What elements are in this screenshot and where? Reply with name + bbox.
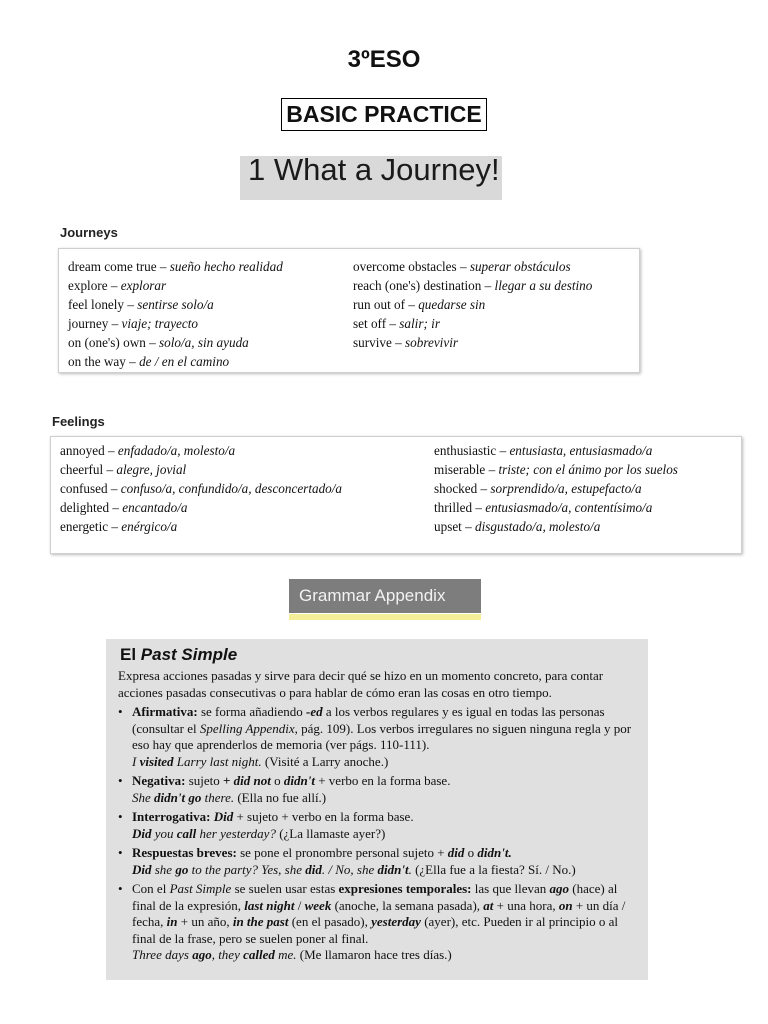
feelings-vocab-box (50, 436, 742, 554)
vocab-entry (60, 460, 342, 479)
rule-text: se suelen usar estas (231, 881, 339, 896)
rule-keyword: last night (244, 897, 295, 913)
vocab-separator: – (461, 519, 476, 534)
vocab-separator: – (386, 316, 400, 331)
example-text: She (132, 789, 155, 805)
grammar-appendix-tag: Grammar Appendix (289, 579, 481, 613)
example-keyword: go (175, 861, 189, 877)
journeys-column-right (353, 257, 592, 352)
rule-keyword: did (447, 845, 465, 860)
vocab-entry (68, 352, 283, 371)
bullet: • (118, 773, 123, 788)
grammar-box (106, 639, 648, 980)
vocab-entry (68, 257, 283, 276)
grammar-intro: Expresa acciones pasadas y sirve para decir qué se hizo en un momento concreto, para contar acciones pasadas consecutivas o para hablar de cómo eran las cosas en otro tiempo. (118, 668, 604, 700)
journeys-vocab-box (58, 248, 640, 373)
rule-keyword: on (558, 897, 573, 913)
vocab-term: on the way (68, 354, 126, 369)
rule-label: Respuestas breves: (132, 845, 237, 860)
example-text: you (151, 825, 177, 841)
example-keyword: ago (192, 947, 212, 962)
vocab-separator: – (485, 462, 499, 477)
vocab-term: overcome obstacles (353, 259, 457, 274)
example-text: to the party? Yes, she (188, 861, 306, 877)
vocab-entry (60, 441, 342, 460)
vocab-translation: sorprendido/a, estupefacto/a (490, 481, 642, 496)
rule-text: (hace) al final de la expresión, (132, 881, 618, 913)
example-keyword: didn't (377, 861, 409, 877)
vocab-entry (353, 314, 592, 333)
rule-text: , pág. 109). Los verbos irregulares no siguen ninguna regla y por eso hay que aprenderlos de memoria (ver págs. 110-111). (132, 720, 632, 752)
example-translation: (¿La llamaste ayer?) (275, 825, 386, 841)
vocab-separator: – (108, 519, 122, 534)
vocab-term: set off (353, 316, 387, 331)
rule-keyword: -ed (306, 704, 323, 719)
vocab-entry (434, 479, 678, 498)
vocab-translation: sueño hecho realidad (169, 259, 283, 274)
rule-text: se forma añadiendo (197, 704, 306, 719)
example-keyword: did (305, 861, 322, 877)
vocab-term: shocked (434, 481, 478, 496)
vocab-entry (434, 517, 678, 536)
vocab-translation: salir; ir (399, 316, 440, 331)
vocab-entry (68, 295, 283, 314)
example-text: . / No, she (321, 861, 378, 877)
example-text: Larry last night. (173, 753, 262, 769)
vocab-entry (434, 498, 678, 517)
rule-text: Con el (132, 881, 170, 896)
vocab-translation: enfadado/a, molesto/a (117, 443, 236, 458)
vocab-entry (353, 333, 592, 352)
rule-keyword: Did (213, 809, 234, 824)
rule-keyword: didn't (283, 773, 315, 788)
vocab-separator: – (472, 500, 486, 515)
example-translation: (Visité a Larry anoche.) (261, 753, 389, 769)
rule-text: + verbo en la forma base. (314, 773, 451, 788)
vocab-translation: triste; con el ánimo por los suelos (498, 462, 678, 477)
vocab-translation: sentirse solo/a (137, 297, 214, 312)
feelings-column-right (434, 441, 678, 536)
rule-text: a los verbos regulares y es igual en todas las personas (consultar el (132, 704, 605, 736)
rule-text: o (464, 845, 478, 860)
vocab-term: thrilled (434, 500, 473, 515)
page-title: BASIC PRACTICE (281, 98, 487, 131)
vocab-entry (68, 276, 283, 295)
rule-keyword: in (166, 914, 178, 929)
rule-keyword: week (304, 897, 332, 913)
time-expressions-rule (118, 881, 642, 964)
vocab-translation: superar obstáculos (469, 259, 571, 274)
vocab-separator: – (405, 297, 419, 312)
example-text: she (151, 861, 176, 877)
rule-text: o (270, 773, 284, 788)
rule-text: + sujeto + verbo en la forma base. (233, 809, 414, 824)
example-translation: (¿Ella fue a la fiesta? Sí. / No.) (411, 861, 576, 877)
vocab-entry (68, 333, 283, 352)
vocab-separator: – (496, 443, 510, 458)
vocab-entry (353, 295, 592, 314)
unit-title: 1 What a Journey! (248, 152, 500, 187)
journeys-heading: Journeys (60, 225, 118, 240)
example-keyword: visited (139, 753, 174, 769)
example-keyword: Did (132, 825, 152, 841)
rule-text: sujeto (185, 773, 223, 788)
vocab-term: cheerful (60, 462, 104, 477)
rule-text: las que llevan (471, 881, 550, 896)
example-text: her yesterday? (196, 825, 276, 841)
vocab-term: miserable (434, 462, 486, 477)
vocab-entry (434, 441, 678, 460)
vocab-entry (353, 257, 592, 276)
example-text: I (132, 753, 140, 769)
rule-text: / (294, 897, 305, 913)
vocab-term: upset (434, 519, 462, 534)
rule-keyword: ago (549, 881, 569, 896)
rule-text: + una hora, (493, 897, 559, 913)
vocab-term: reach (one's) destination (353, 278, 482, 293)
rule-keyword: + (223, 773, 234, 788)
example-keyword: didn't go (154, 789, 202, 805)
rule-label: expresiones temporales: (338, 881, 472, 896)
course-level: 3ºESO (347, 46, 421, 73)
vocab-translation: quedarse sin (418, 297, 486, 312)
short-answers-rule (118, 845, 642, 878)
vocab-separator: – (107, 278, 121, 293)
vocab-separator: – (108, 316, 122, 331)
bullet: • (118, 704, 123, 719)
rule-keyword: did not (233, 773, 271, 788)
example-keyword: Did (132, 861, 152, 877)
vocab-translation: disgustado/a, molesto/a (475, 519, 601, 534)
rule-keyword: at (483, 897, 494, 913)
vocab-translation: viaje; trayecto (121, 316, 199, 331)
rule-label: Negativa: (132, 773, 186, 788)
vocab-entry (434, 460, 678, 479)
vocab-separator: – (104, 443, 118, 458)
example-text: , they (211, 947, 244, 962)
rule-text: (anoche, la semana pasada), (331, 897, 484, 913)
vocab-term: annoyed (60, 443, 105, 458)
grammar-title (120, 645, 237, 665)
vocab-entry (353, 276, 592, 295)
vocab-translation: sobrevivir (405, 335, 458, 350)
vocab-term: energetic (60, 519, 109, 534)
grammar-title-prefix: El (120, 645, 141, 664)
vocab-separator: – (124, 297, 138, 312)
vocab-translation: alegre, jovial (116, 462, 187, 477)
vocab-term: survive (353, 335, 392, 350)
example-text: Three days (132, 947, 193, 962)
grammar-title-italic: Past Simple (140, 645, 238, 664)
rule-text: (en el pasado), (288, 914, 372, 929)
vocab-separator: – (107, 481, 121, 496)
bullet: • (118, 809, 123, 824)
vocab-term: on (one's) own (68, 335, 146, 350)
rule-text: se pone el pronombre personal sujeto + (236, 845, 448, 860)
rule-reference: Spelling Appendix (199, 720, 295, 736)
rule-reference: Past Simple (169, 881, 232, 896)
rule-label: Interrogativa: (132, 809, 211, 824)
vocab-term: delighted (60, 500, 110, 515)
vocab-translation: enérgico/a (121, 519, 178, 534)
vocab-term: journey (68, 316, 109, 331)
example-text: there. (201, 789, 235, 805)
bullet: • (118, 845, 123, 860)
vocab-term: confused (60, 481, 108, 496)
vocab-translation: confuso/a, confundido/a, desconcertado/a (120, 481, 343, 496)
rule-keyword: didn't. (477, 845, 512, 860)
vocab-term: run out of (353, 297, 406, 312)
vocab-separator: – (477, 481, 491, 496)
vocab-translation: llegar a su destino (494, 278, 593, 293)
vocab-entry (60, 479, 342, 498)
rule-keyword: yesterday (371, 914, 421, 929)
vocab-term: explore (68, 278, 108, 293)
vocab-translation: solo/a, sin ayuda (159, 335, 249, 350)
negative-rule (118, 773, 642, 806)
vocab-entry (60, 517, 342, 536)
grammar-appendix-underline (289, 614, 481, 620)
example-translation: (Me llamaron hace tres días.) (296, 947, 452, 962)
example-translation: (Ella no fue allí.) (234, 789, 327, 805)
vocab-term: feel lonely (68, 297, 125, 312)
bullet: • (118, 881, 123, 896)
rule-text: (ayer), etc. Pueden ir al principio o al final de la frase, pero se suelen poner al final. (132, 914, 619, 946)
vocab-separator: – (109, 500, 123, 515)
vocab-separator: – (145, 335, 160, 350)
vocab-translation: entusiasta, entusiasmado/a (509, 443, 653, 458)
vocab-translation: de / en el camino (139, 354, 230, 369)
journeys-column-left (68, 257, 283, 371)
feelings-column-left (60, 441, 342, 536)
vocab-separator: – (103, 462, 117, 477)
vocab-entry (60, 498, 342, 517)
vocab-translation: encantado/a (122, 500, 188, 515)
vocab-separator: – (156, 259, 170, 274)
vocab-separator: – (456, 259, 470, 274)
rule-keyword: in the past (232, 914, 289, 929)
vocab-term: enthusiastic (434, 443, 497, 458)
rule-text: + un año, (177, 914, 233, 929)
example-text: . (408, 861, 412, 877)
example-keyword: called (243, 947, 275, 962)
affirmative-rule (118, 704, 642, 770)
vocab-entry (68, 314, 283, 333)
example-text: me. (274, 947, 297, 962)
feelings-heading: Feelings (52, 414, 105, 429)
vocab-separator: – (481, 278, 495, 293)
vocab-separator: – (125, 354, 140, 369)
vocab-translation: entusiasmado/a, contentísimo/a (485, 500, 653, 515)
vocab-term: dream come true (68, 259, 157, 274)
interrogative-rule (118, 809, 642, 842)
vocab-separator: – (391, 335, 406, 350)
example-keyword: call (176, 825, 197, 841)
rule-label: Afirmativa: (132, 704, 198, 719)
grammar-body (118, 668, 642, 964)
rule-text: + un día / fecha, (132, 897, 626, 929)
vocab-translation: explorar (120, 278, 167, 293)
